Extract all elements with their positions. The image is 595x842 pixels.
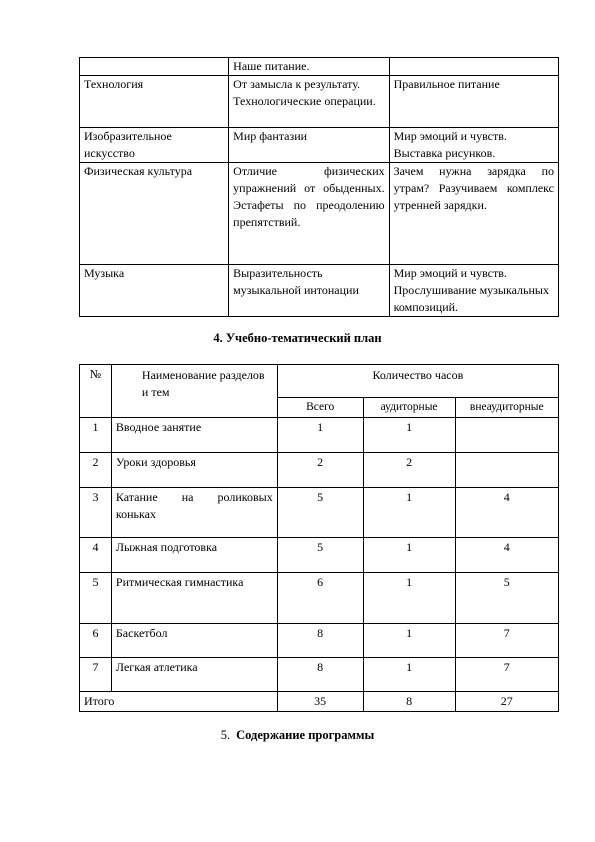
row-extra [455,418,558,453]
row-total: 5 [277,538,363,573]
row-name: Баскетбол [111,624,277,658]
summary-extra: 27 [455,692,558,712]
row-auditory: 1 [363,488,455,538]
subject-cell: Изобразительное искусство [80,128,229,163]
row-total: 8 [277,624,363,658]
subject-cell: Технология [80,76,229,128]
row-total: 6 [277,573,363,624]
table-row [80,453,559,488]
row-num: 6 [80,624,112,658]
row-name: Уроки здоровья [111,453,277,488]
row-num: 2 [80,453,112,488]
row-extra: 5 [455,573,558,624]
row-name: Лыжная подготовка [111,538,277,573]
table-row [80,76,559,128]
row-extra: 4 [455,538,558,573]
topic-cell: От замысла к результату. Технологические операции. [229,76,389,128]
table-row [80,58,559,76]
plan-heading: 4. Учебно-тематический план [213,331,382,345]
row-auditory: 1 [363,624,455,658]
header-num: № [80,365,112,418]
section-title: Содержание программы [236,728,375,742]
row-num: 3 [80,488,112,538]
curriculum-plan-table [79,364,559,712]
table-row [80,265,559,317]
summary-label: Итого [80,692,278,712]
row-auditory: 1 [363,418,455,453]
row-auditory: 2 [363,453,455,488]
row-num: 4 [80,538,112,573]
topic-cell: Наше питание. [229,58,389,76]
summary-auditory: 8 [363,692,455,712]
row-num: 1 [80,418,112,453]
topic-cell: Выразительность музыкальной интонации [229,265,389,317]
row-num: 7 [80,658,112,692]
table-row [80,418,559,453]
table-row [80,538,559,573]
row-total: 1 [277,418,363,453]
summary-row [80,692,559,712]
header-extra: внеаудиторные [455,398,558,418]
header-hours: Количество часов [277,365,558,398]
header-row [80,365,559,398]
row-name: Катание на роликовых коньках [111,488,277,538]
topic-cell: Мир фантазии [229,128,389,163]
table-row [80,624,559,658]
subjects-table [79,57,559,317]
row-num: 5 [80,573,112,624]
subject-cell: Музыка [80,265,229,317]
row-total: 8 [277,658,363,692]
section-number: 5. [220,728,231,742]
subject-cell [80,58,229,76]
activity-cell [389,58,558,76]
row-extra: 7 [455,624,558,658]
table-row [80,488,559,538]
row-name: Легкая атлетика [111,658,277,692]
topic-cell: Отличие физических упражнений от обыденных. Эстафеты по преодолению препятствий. [229,163,389,265]
row-total: 5 [277,488,363,538]
activity-cell: Правильное питание [389,76,558,128]
row-auditory: 1 [363,538,455,573]
header-name: Наименование разделов и тем [111,365,277,418]
table-row [80,573,559,624]
row-auditory: 1 [363,573,455,624]
table-row [80,163,559,265]
subject-cell: Физическая культура [80,163,229,265]
summary-total: 35 [277,692,363,712]
row-total: 2 [277,453,363,488]
row-extra: 7 [455,658,558,692]
table-row [80,658,559,692]
row-name: Вводное занятие [111,418,277,453]
header-auditory: аудиторные [363,398,455,418]
row-extra: 4 [455,488,558,538]
activity-cell: Мир эмоций и чувств. Выставка рисунков. [389,128,558,163]
table-row [80,128,559,163]
activity-cell: Зачем нужна зарядка по утрам? Разучиваем комплекс утренней зарядки. [389,163,558,265]
activity-cell: Мир эмоций и чувств. Прослушивание музыкальных композиций. [389,265,558,317]
row-name: Ритмическая гимнастика [111,573,277,624]
row-extra [455,453,558,488]
header-total: Всего [277,398,363,418]
content-heading [0,728,595,743]
row-auditory: 1 [363,658,455,692]
